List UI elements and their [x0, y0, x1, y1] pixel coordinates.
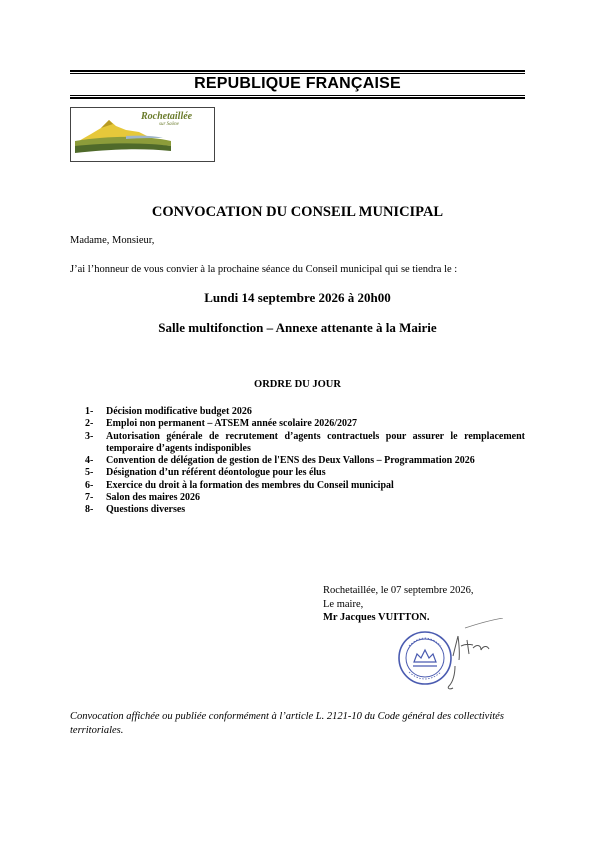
- agenda-item: [85, 418, 525, 430]
- town-logo: [70, 107, 215, 162]
- header-rule: [70, 70, 525, 72]
- agenda-item: [85, 467, 525, 479]
- agenda-number: 6-: [85, 479, 94, 491]
- republic-header: REPUBLIQUE FRANÇAISE: [194, 75, 401, 92]
- agenda-text: Autorisation générale de recrutement d’agents contractuels pour assurer le remplacement temporaire d’agents indisponibles: [106, 430, 525, 454]
- document-title: CONVOCATION DU CONSEIL MUNICIPAL: [151, 204, 444, 220]
- signature-role: Le maire,: [323, 598, 364, 610]
- meeting-location: Salle multifonction – Annexe attenante à la Mairie: [158, 320, 437, 335]
- agenda-text: Convention de délégation de gestion de l'ENS des Deux Vallons – Programmation 2026: [106, 455, 475, 467]
- agenda-item: [85, 406, 525, 418]
- intro-paragraph: J’ai l’honneur de vous convier à la prochaine séance du Conseil municipal qui se tiendra le :: [70, 264, 458, 275]
- agenda-list: [85, 406, 525, 517]
- signature-place-date: Rochetaillée, le 07 septembre 2026,: [323, 585, 474, 596]
- header-rule: [70, 73, 525, 74]
- agenda-number: 2-: [85, 418, 94, 430]
- header-rule: [70, 95, 525, 96]
- agenda-text: Salon des maires 2026: [106, 492, 200, 504]
- meeting-date: Lundi 14 septembre 2026 à 20h00: [204, 290, 391, 305]
- agenda-item: [85, 480, 525, 492]
- logo-subtext: sur Saône: [159, 122, 179, 127]
- agenda-text: Emploi non permanent – ATSEM année scolaire 2026/2027: [106, 418, 358, 430]
- agenda-number: 3-: [85, 430, 94, 442]
- agenda-number: 4-: [85, 455, 94, 467]
- agenda-text: Exercice du droit à la formation des membres du Conseil municipal: [106, 479, 394, 491]
- agenda-title: ORDRE DU JOUR: [254, 379, 341, 390]
- signature-name: Mr Jacques VUITTON.: [323, 612, 430, 623]
- logo-text: Rochetaillée: [141, 111, 193, 122]
- agenda-text: Désignation d’un référent déontologue pour les élus: [106, 467, 326, 479]
- agenda-item: [85, 492, 525, 504]
- agenda-number: 7-: [85, 492, 94, 504]
- mayor-stamp-signature: [395, 618, 505, 696]
- agenda-number: 5-: [85, 467, 94, 479]
- agenda-number: 8-: [85, 504, 94, 516]
- agenda-item: [85, 431, 525, 456]
- agenda-text: Décision modificative budget 2026: [106, 406, 252, 417]
- agenda-item: [85, 504, 525, 516]
- agenda-number: 1-: [85, 406, 94, 417]
- footer-note: Convocation affichée ou publiée conformément à l’article L. 2121-10 du Code général des collectivités territoriales.: [70, 711, 504, 736]
- agenda-item: [85, 455, 525, 467]
- header-rule: [70, 97, 525, 99]
- agenda-text: Questions diverses: [106, 504, 186, 516]
- salutation: Madame, Monsieur,: [70, 235, 155, 246]
